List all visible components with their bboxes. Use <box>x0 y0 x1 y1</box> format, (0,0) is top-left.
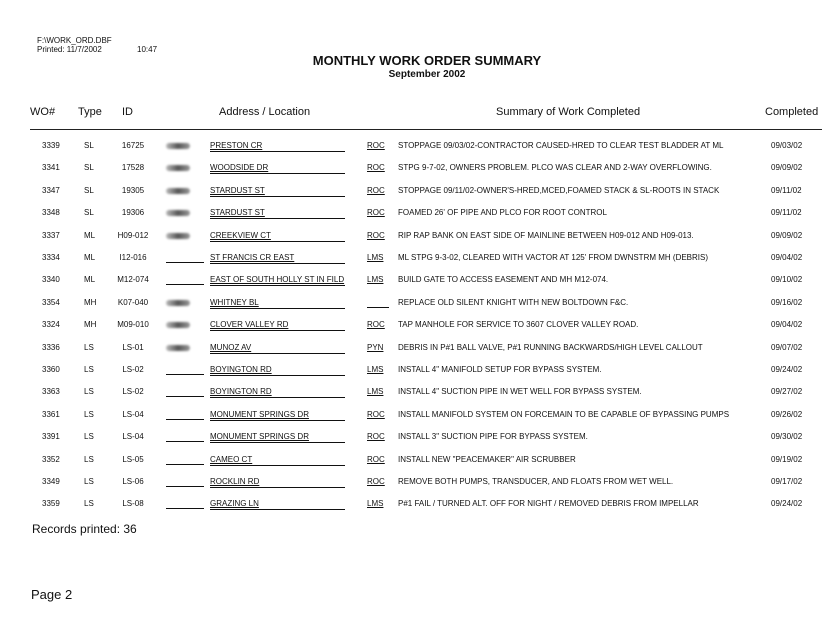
wo-cell: 3336 <box>42 342 60 352</box>
summary-cell: ML STPG 9-3-02, CLEARED WITH VACTOR AT 125' FROM DWNSTRM MH (DEBRIS) <box>398 253 709 262</box>
address-cell: PRESTON CR <box>210 140 345 152</box>
wo-cell: 3391 <box>42 432 60 442</box>
header-type: Type <box>78 106 102 118</box>
summary-cell: P#1 FAIL / TURNED ALT. OFF FOR NIGHT / REMOVED DEBRIS FROM IMPELLAR <box>398 499 699 509</box>
crew-code-cell: ROC <box>367 163 385 173</box>
printed-time: 10:47 <box>137 45 158 54</box>
wo-cell: 3354 <box>42 297 60 307</box>
crew-code-cell: ROC <box>367 409 385 419</box>
wo-cell: 3349 <box>42 477 60 486</box>
summary-cell: INSTALL 4" SUCTION PIPE IN WET WELL FOR BYPASS SYSTEM. <box>398 387 642 397</box>
crew-code-cell: ROC <box>367 432 385 442</box>
completed-date-cell: 09/10/02 <box>771 275 803 285</box>
type-cell: SL <box>84 163 94 173</box>
crew-code-cell: LMS <box>367 499 384 509</box>
table-row <box>0 342 825 364</box>
wo-cell: 3363 <box>42 387 60 397</box>
wo-cell: 3341 <box>42 163 60 173</box>
id-cell: LS-01 <box>122 342 144 352</box>
blank-line <box>166 419 204 420</box>
address-cell: EAST OF SOUTH HOLLY ST IN FILD <box>210 275 345 285</box>
type-cell: MH <box>84 297 97 307</box>
report-title: MONTHLY WORK ORDER SUMMARY <box>312 53 542 68</box>
blank-line <box>166 464 204 465</box>
completed-date-cell: 09/11/02 <box>771 208 802 218</box>
completed-date-cell: 09/30/02 <box>771 432 803 442</box>
type-cell: ML <box>84 275 96 285</box>
id-cell: LS-06 <box>122 477 144 486</box>
id-cell: H09-012 <box>117 230 149 240</box>
address-cell: CLOVER VALLEY RD <box>210 319 345 331</box>
address-cell: CREEKVIEW CT <box>210 230 345 242</box>
completed-date-cell: 09/19/02 <box>771 454 803 464</box>
summary-cell: BUILD GATE TO ACCESS EASEMENT AND MH M12-074. <box>398 275 609 285</box>
completed-date-cell: 09/24/02 <box>771 499 803 509</box>
crew-code-cell: PYN <box>367 342 384 352</box>
address-cell: MONUMENT SPRINGS DR <box>210 431 345 443</box>
header-wo: WO# <box>30 106 56 118</box>
wo-cell: 3361 <box>42 409 60 419</box>
id-cell: I12-016 <box>119 253 147 262</box>
completed-date-cell: 09/24/02 <box>771 365 803 374</box>
type-cell: ML <box>84 253 96 262</box>
wo-cell: 3339 <box>42 141 60 150</box>
crew-code-cell: ROC <box>367 230 385 240</box>
type-cell: LS <box>84 409 94 419</box>
table-row <box>0 409 825 431</box>
redacted-mark <box>166 300 190 306</box>
crew-code-cell: ROC <box>367 208 385 218</box>
type-cell: LS <box>84 365 94 374</box>
address-cell: ST FRANCIS CR EAST <box>210 252 345 264</box>
address-cell: WOODSIDE DR <box>210 162 345 174</box>
type-cell: LS <box>84 342 94 352</box>
completed-date-cell: 09/09/02 <box>771 230 803 240</box>
summary-cell: REMOVE BOTH PUMPS, TRANSDUCER, AND FLOATS FROM WET WELL. <box>398 477 674 486</box>
report-subtitle: September 2002 <box>388 69 466 80</box>
summary-cell: STOPPAGE 09/11/02-OWNER'S-HRED,MCED,FOAMED STACK & SL-ROOTS IN STACK <box>398 185 720 195</box>
redacted-mark <box>166 345 190 351</box>
id-cell: LS-04 <box>122 432 144 442</box>
id-cell: 19306 <box>121 208 145 218</box>
header-id: ID <box>122 106 133 118</box>
crew-code-cell: LMS <box>367 253 384 262</box>
table-row <box>0 230 825 252</box>
blank-line <box>166 262 204 263</box>
id-cell: M12-074 <box>117 275 149 285</box>
summary-cell: INSTALL MANIFOLD SYSTEM ON FORCEMAIN TO BE CAPABLE OF BYPASSING PUMPS <box>398 409 730 419</box>
type-cell: LS <box>84 454 94 464</box>
completed-date-cell: 09/26/02 <box>771 409 803 419</box>
summary-cell: TAP MANHOLE FOR SERVICE TO 3607 CLOVER VALLEY ROAD. <box>398 320 639 330</box>
type-cell: LS <box>84 499 94 509</box>
wo-cell: 3360 <box>42 365 60 374</box>
id-cell: M09-010 <box>117 320 149 330</box>
summary-cell: STOPPAGE 09/03/02-CONTRACTOR CAUSED-HRED TO CLEAR TEST BLADDER AT ML <box>398 141 724 150</box>
crew-code-cell: ROC <box>367 185 385 195</box>
header-completed: Completed <box>765 106 819 118</box>
completed-date-cell: 09/17/02 <box>771 477 803 486</box>
redacted-mark <box>166 210 190 216</box>
address-cell: STARDUST ST <box>210 207 345 219</box>
table-row <box>0 386 825 408</box>
blank-line <box>166 374 204 375</box>
id-cell: 19305 <box>121 185 145 195</box>
address-cell: ROCKLIN RD <box>210 476 345 488</box>
header-summary: Summary of Work Completed <box>496 106 641 118</box>
table-row <box>0 252 825 274</box>
address-cell: WHITNEY BL <box>210 297 345 309</box>
page-number: Page 2 <box>31 587 73 602</box>
blank-line <box>166 284 204 285</box>
table-row <box>0 319 825 341</box>
wo-cell: 3348 <box>42 208 60 218</box>
crew-code-cell <box>367 307 389 308</box>
crew-code-cell: ROC <box>367 141 385 150</box>
table-row <box>0 498 825 520</box>
redacted-mark <box>166 233 190 239</box>
redacted-mark <box>166 143 190 149</box>
summary-cell: INSTALL 3" SUCTION PIPE FOR BYPASS SYSTEM. <box>398 432 588 442</box>
table-row <box>0 364 825 386</box>
address-cell: BOYINGTON RD <box>210 364 345 376</box>
redacted-mark <box>166 165 190 171</box>
table-row <box>0 476 825 498</box>
completed-date-cell: 09/27/02 <box>771 387 803 397</box>
table-row <box>0 162 825 184</box>
crew-code-cell: ROC <box>367 454 385 464</box>
type-cell: LS <box>84 432 94 442</box>
crew-code-cell: ROC <box>367 477 385 486</box>
table-row <box>0 297 825 319</box>
completed-date-cell: 09/03/02 <box>771 141 803 150</box>
completed-date-cell: 09/11/02 <box>771 185 802 195</box>
redacted-mark <box>166 188 190 194</box>
completed-date-cell: 09/09/02 <box>771 163 803 173</box>
table-row <box>0 140 825 162</box>
crew-code-cell: LMS <box>367 365 384 374</box>
header-divider <box>30 129 822 130</box>
summary-cell: FOAMED 26' OF PIPE AND PLCO FOR ROOT CONTROL <box>398 208 607 218</box>
summary-cell: DEBRIS IN P#1 BALL VALVE, P#1 RUNNING BACKWARDS/HIGH LEVEL CALLOUT <box>398 342 703 352</box>
blank-line <box>166 396 204 397</box>
id-cell: LS-02 <box>122 365 144 374</box>
type-cell: SL <box>84 185 94 195</box>
report-meta <box>37 36 158 54</box>
header-address: Address / Location <box>219 106 311 118</box>
completed-date-cell: 09/04/02 <box>771 320 803 330</box>
id-cell: LS-04 <box>122 409 144 419</box>
table-row <box>0 431 825 453</box>
table-row <box>0 207 825 229</box>
completed-date-cell: 09/16/02 <box>771 297 803 307</box>
completed-date-cell: 09/04/02 <box>771 253 803 262</box>
address-cell: GRAZING LN <box>210 498 345 510</box>
blank-line <box>166 508 204 509</box>
wo-cell: 3334 <box>42 253 60 262</box>
id-cell: 17528 <box>121 163 145 173</box>
address-cell: BOYINGTON RD <box>210 386 345 398</box>
address-cell: MUNOZ AV <box>210 342 345 354</box>
summary-cell: STPG 9-7-02, OWNERS PROBLEM. PLCO WAS CLEAR AND 2-WAY OVERFLOWING. <box>398 163 712 173</box>
address-cell: STARDUST ST <box>210 185 345 197</box>
redacted-mark <box>166 322 190 328</box>
wo-cell: 3347 <box>42 185 60 195</box>
id-cell: LS-05 <box>122 454 144 464</box>
wo-cell: 3352 <box>42 454 60 464</box>
table-row <box>0 185 825 207</box>
crew-code-cell: LMS <box>367 275 384 285</box>
type-cell: ML <box>84 230 96 240</box>
summary-cell: INSTALL 4" MANIFOLD SETUP FOR BYPASS SYSTEM. <box>398 365 602 374</box>
type-cell: MH <box>84 320 97 330</box>
id-cell: LS-08 <box>122 499 144 509</box>
summary-cell: RIP RAP BANK ON EAST SIDE OF MAINLINE BETWEEN H09-012 AND H09-013. <box>398 230 694 240</box>
table-row <box>0 454 825 476</box>
crew-code-cell: ROC <box>367 320 385 330</box>
type-cell: SL <box>84 141 94 150</box>
summary-cell: INSTALL NEW "PEACEMAKER" AIR SCRUBBER <box>398 454 576 464</box>
type-cell: SL <box>84 208 94 218</box>
table-row <box>0 274 825 296</box>
id-cell: 16725 <box>121 141 145 150</box>
wo-cell: 3324 <box>42 320 60 330</box>
completed-date-cell: 09/07/02 <box>771 342 803 352</box>
type-cell: LS <box>84 387 94 397</box>
records-count: Records printed: 36 <box>32 522 137 536</box>
id-cell: LS-02 <box>122 387 144 397</box>
id-cell: K07-040 <box>117 297 149 307</box>
blank-line <box>166 486 204 487</box>
wo-cell: 3337 <box>42 230 60 240</box>
wo-cell: 3359 <box>42 499 60 509</box>
address-cell: MONUMENT SPRINGS DR <box>210 409 345 421</box>
blank-line <box>166 441 204 442</box>
type-cell: LS <box>84 477 94 486</box>
printed-date: Printed: 11/7/2002 <box>37 45 102 54</box>
file-path: F:\WORK_ORD.DBF <box>37 36 112 45</box>
address-cell: CAMEO CT <box>210 454 345 466</box>
crew-code-cell: LMS <box>367 387 384 397</box>
summary-cell: REPLACE OLD SILENT KNIGHT WITH NEW BOLTDOWN F&C. <box>398 297 629 307</box>
wo-cell: 3340 <box>42 275 60 285</box>
